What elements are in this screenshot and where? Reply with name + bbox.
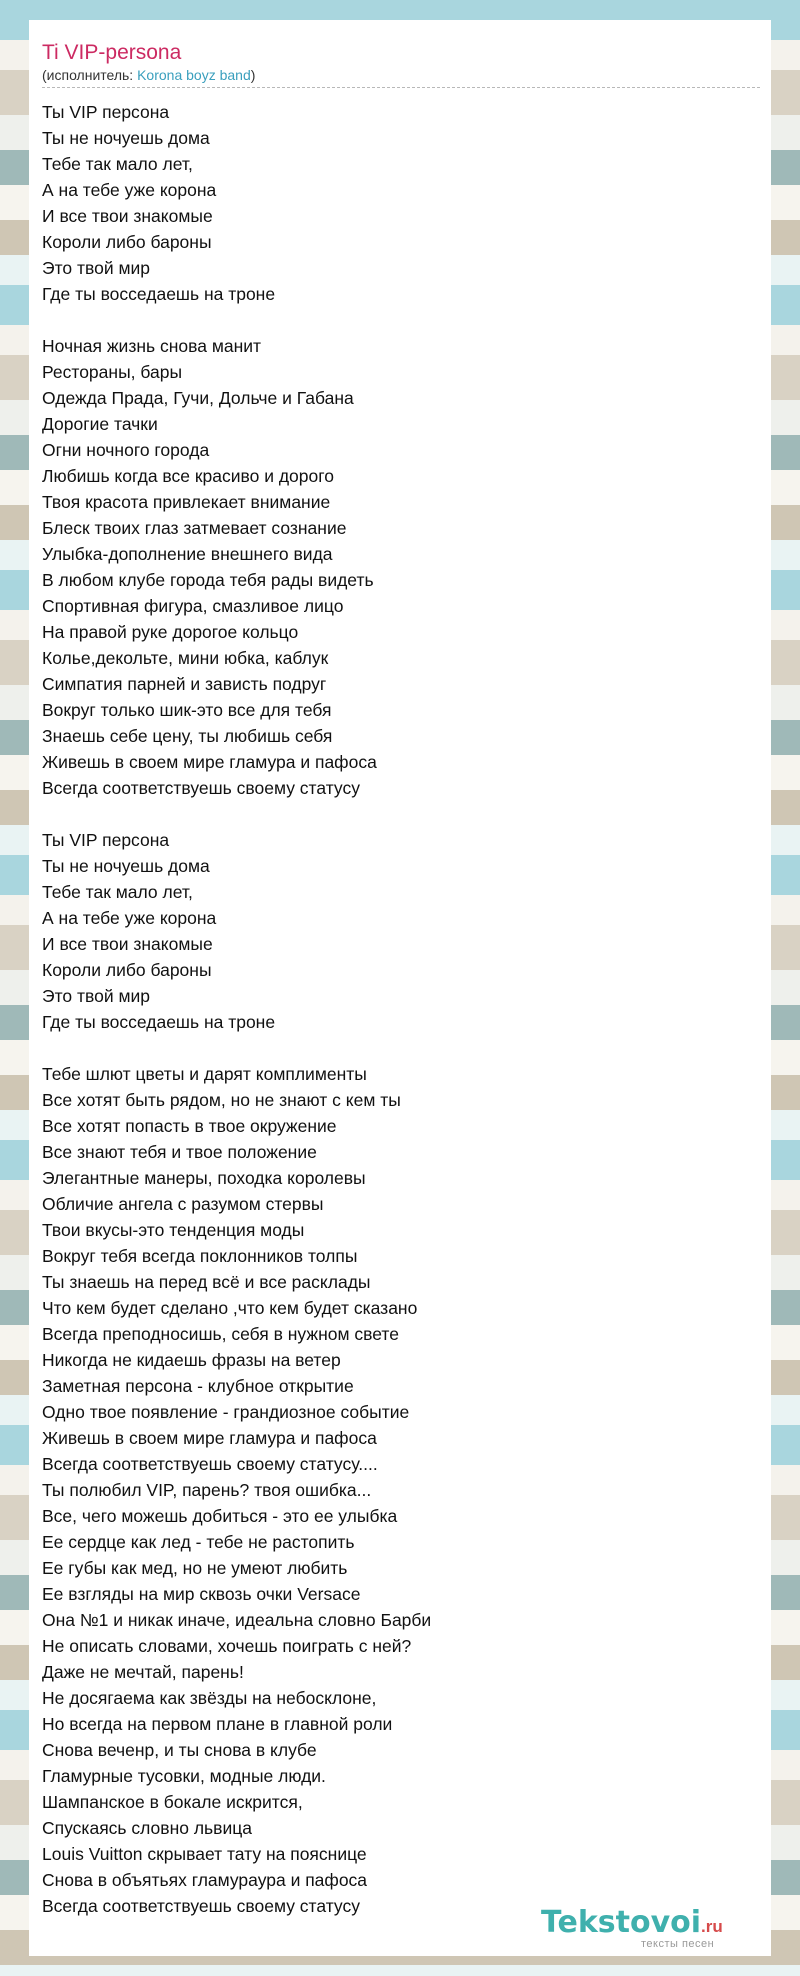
lyric-line: Симпатия парней и зависть подруг (42, 674, 327, 694)
lyric-line: Все знают тебя и твое положение (42, 1142, 317, 1162)
lyric-line: Элегантные манеры, походка королевы (42, 1168, 366, 1188)
lyric-line: Всегда соответствуешь своему статусу.... (42, 1454, 378, 1474)
lyric-line: И все твои знакомые (42, 206, 213, 226)
lyric-line: Улыбка-дополнение внешнего вида (42, 544, 333, 564)
artist-link[interactable]: Korona boyz band (137, 67, 251, 83)
lyric-line: Обличие ангела с разумом стервы (42, 1194, 324, 1214)
lyric-line: Где ты восседаешь на троне (42, 1012, 276, 1032)
lyric-line: Ее губы как мед, но не умеют любить (42, 1558, 348, 1578)
song-title: Ti VIP-persona (42, 41, 182, 64)
artist-line (42, 66, 760, 88)
artist-suffix: ) (250, 67, 256, 83)
lyric-line: Ее сердце как лед - тебе не растопить (42, 1532, 355, 1552)
lyric-line: Твои вкусы-это тенденция моды (42, 1220, 305, 1240)
stanza-break (42, 801, 758, 827)
logo-domain-suffix: .ru (701, 1917, 723, 1936)
lyric-line: Тебе так мало лет, (42, 154, 193, 174)
logo-tagline: тексты песен (641, 1938, 715, 1950)
lyric-line: Ты не ночуешь дома (42, 856, 210, 876)
lyric-line: И все твои знакомые (42, 934, 213, 954)
lyric-line: Шампанское в бокале искрится, (42, 1792, 303, 1812)
lyric-line: А на тебе уже корона (42, 908, 217, 928)
stanza-break (42, 1035, 758, 1061)
lyric-line: Ее взгляды на мир сквозь очки Versace (42, 1584, 361, 1604)
lyric-line: Тебе шлют цветы и дарят комплименты (42, 1064, 367, 1084)
lyric-line: Даже не мечтай, парень! (42, 1662, 244, 1682)
lyric-line: Дорогие тачки (42, 414, 158, 434)
lyric-line: Всегда соответствуешь своему статусу (42, 1896, 360, 1916)
lyric-line: Тебе так мало лет, (42, 882, 193, 902)
lyric-line: Это твой мир (42, 258, 151, 278)
lyric-line: Не досягаема как звёзды на небосклоне, (42, 1688, 377, 1708)
lyric-line: Louis Vuitton скрывает тату на пояснице (42, 1844, 367, 1864)
lyric-line: Всегда соответствуешь своему статусу (42, 778, 360, 798)
lyric-line: Любишь когда все красиво и дорого (42, 466, 334, 486)
lyric-line: Ты VIP персона (42, 102, 170, 122)
lyric-line: Ночная жизнь снова манит (42, 336, 262, 356)
lyric-line: Спортивная фигура, смазливое лицо (42, 596, 344, 616)
lyric-line: Не описать словами, хочешь поиграть с ней? (42, 1636, 412, 1656)
lyric-line: Живешь в своем мире гламура и пафоса (42, 1428, 377, 1448)
lyric-line: Ты полюбил VIP, парень? твоя ошибка... (42, 1480, 372, 1500)
stanza-break (42, 307, 758, 333)
lyric-line: Всегда преподносишь, себя в нужном свете (42, 1324, 399, 1344)
lyric-line: Ты знаешь на перед всё и все расклады (42, 1272, 371, 1292)
lyric-line: Спускаясь словно львица (42, 1818, 252, 1838)
lyric-line: А на тебе уже корона (42, 180, 217, 200)
site-logo[interactable] (541, 1906, 769, 1954)
lyric-line: В любом клубе города тебя рады видеть (42, 570, 374, 590)
lyric-line: На правой руке дорогое кольцо (42, 622, 299, 642)
lyric-line: Рестораны, бары (42, 362, 183, 382)
lyric-line: Ты не ночуешь дома (42, 128, 210, 148)
lyric-line: Твоя красота привлекает внимание (42, 492, 331, 512)
lyric-line: Одно твое появление - грандиозное событие (42, 1402, 410, 1422)
artist-prefix: (исполнитель: (42, 67, 138, 83)
lyric-line: Но всегда на первом плане в главной роли (42, 1714, 393, 1734)
lyric-line: Снова веченр, и ты снова в клубе (42, 1740, 317, 1760)
lyric-line: Все хотят быть рядом, но не знают с кем ты (42, 1090, 401, 1110)
lyric-line: Ты VIP персона (42, 830, 170, 850)
lyric-line: Знаешь себе цену, ты любишь себя (42, 726, 333, 746)
lyric-line: Короли либо бароны (42, 232, 212, 252)
lyric-line: Вокруг только шик-это все для тебя (42, 700, 332, 720)
lyric-line: Никогда не кидаешь фразы на ветер (42, 1350, 341, 1370)
lyric-line: Вокруг тебя всегда поклонников толпы (42, 1246, 358, 1266)
lyric-line: Огни ночного города (42, 440, 210, 460)
lyrics-text (42, 99, 758, 1919)
lyric-line: Она №1 и никак иначе, идеальна словно Барби (42, 1610, 432, 1630)
lyric-line: Все, чего можешь добиться - это ее улыбка (42, 1506, 398, 1526)
lyric-line: Это твой мир (42, 986, 151, 1006)
lyric-line: Все хотят попасть в твое окружение (42, 1116, 337, 1136)
lyric-line: Где ты восседаешь на троне (42, 284, 276, 304)
lyric-line: Колье,декольте, мини юбка, каблук (42, 648, 329, 668)
lyric-line: Заметная персона - клубное открытие (42, 1376, 354, 1396)
lyric-line: Короли либо бароны (42, 960, 212, 980)
logo-wordmark: Tekstovoi (541, 1905, 702, 1940)
lyric-line: Живешь в своем мире гламура и пафоса (42, 752, 377, 772)
lyric-line: Блеск твоих глаз затмевает сознание (42, 518, 347, 538)
lyric-line: Гламурные тусовки, модные люди. (42, 1766, 326, 1786)
lyrics-card (29, 20, 771, 1956)
lyric-line: Одежда Прада, Гучи, Дольче и Габана (42, 388, 354, 408)
lyric-line: Что кем будет сделано ,что кем будет сказано (42, 1298, 418, 1318)
lyric-line: Снова в объятьях гламураура и пафоса (42, 1870, 368, 1890)
